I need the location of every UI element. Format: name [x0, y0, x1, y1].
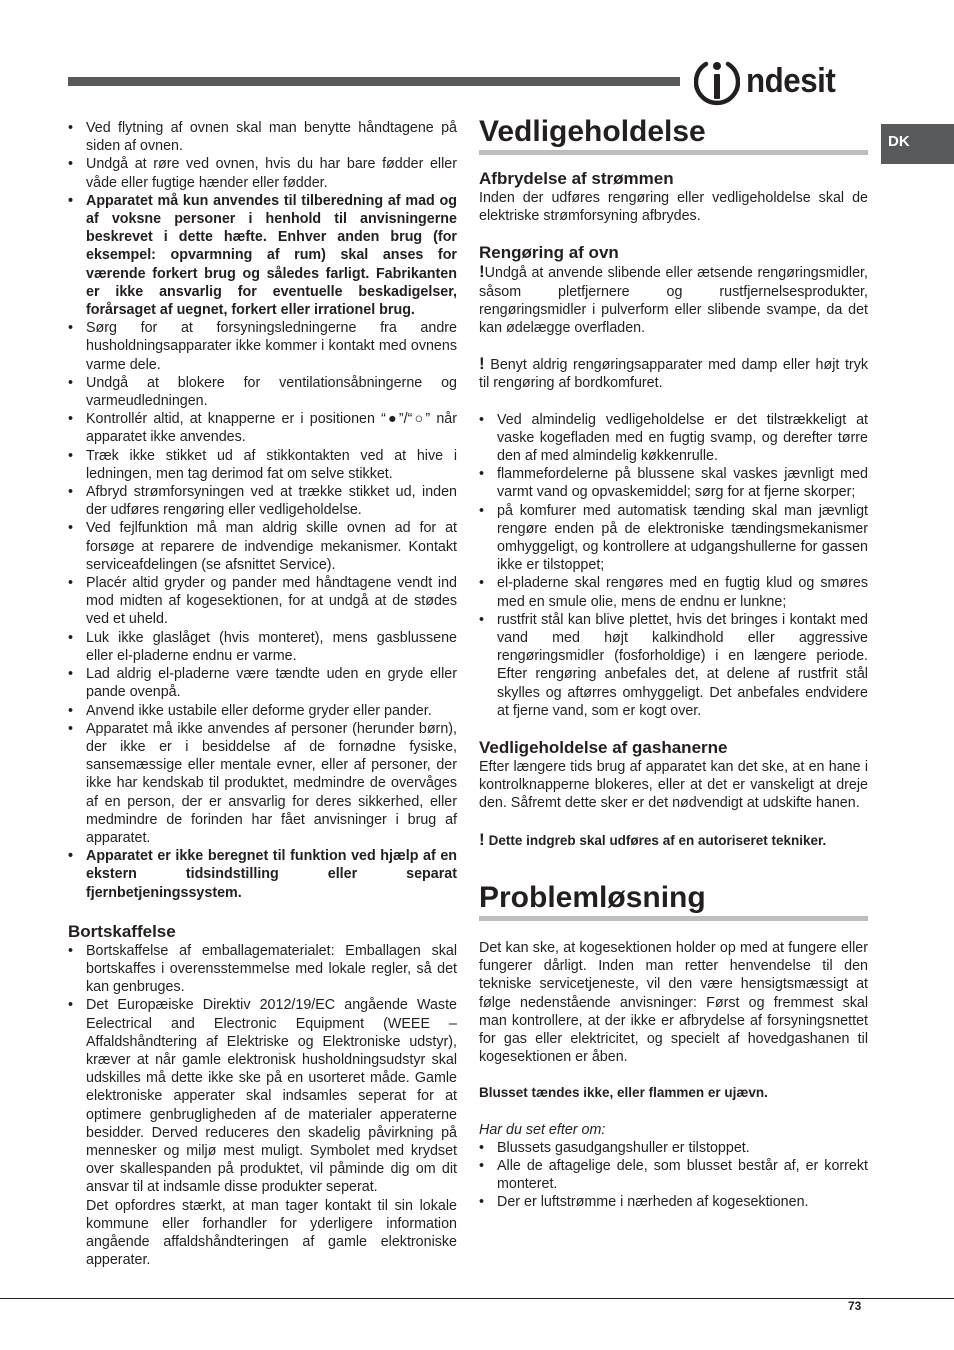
language-tab: DK — [881, 124, 954, 164]
gas-text: Efter længere tids brug af apparatet kan det ske, at en hane i kontrolknapperne blokeres, eller at det er vanskeligt at dreje den. Såfremt dette sker er det nødvendigt at udskifte hanen. — [479, 759, 868, 812]
problem-check: Har du set efter om: — [479, 1121, 606, 1138]
page-number: 73 — [848, 1299, 862, 1313]
list-item: • rustfrit stål kan blive plettet, hvis det bringes i kontakt med vand med højt kalkindhold eller aggressive rengøringsmidler (fosforholdige) i en længere periode. Efter rengøring anbefales det, at delene af rustfrit stål skylles og aftørres omhyggeligt. Det anbefales endvidere at fjerne vand, som er kogt over. — [479, 611, 868, 720]
list-item: • flammefordelerne på blussene skal vaskes jævnligt med varmt vand og opvaskemiddel; sørg for at fjerne skorper; — [479, 465, 868, 501]
safety-list — [68, 119, 457, 902]
disposal-list — [68, 942, 457, 1197]
warning-paragraph-2 — [479, 355, 868, 392]
power-heading: Afbrydelse af strømmen — [479, 169, 674, 188]
list-item: • Placér altid gryder og pander med håndtagene vendt ind mod midten af kogesektionen, for at undgå at de stødes ved et uheld. — [68, 574, 457, 629]
disposal-heading: Bortskaffelse — [68, 921, 176, 941]
list-item: • Apparatet er ikke beregnet til funktion ved hjælp af en ekstern tidsindstilling eller separat fjernbetjeningssystem. — [68, 847, 457, 902]
list-item: • Det Europæiske Direktiv 2012/19/EC angående Waste Eelectrical and Electronic Equipment (WEEE – Affaldshåndtering af Elektriske og Elektroniske udstyr), kræver at når gamle elektronisk husholdningsudstyr skal udskilles må dette ikke ske på en usorteret måde. Gamle elektroniske apperater skal indsamles seperat for at optimere genbrugligheden af de materialer apperaterne besidder. Derved reduceres den skadelig påvirkning på mennesker og miljø mest muligt. Symbolet med krydset over skallespanden på produktet, vil påminde dig om dit ansvar til at indsamle disse produkter seperat. — [68, 996, 457, 1196]
list-item: • Afbryd strømforsyningen ved at trække stikket ud, inden der udføres rengøring eller vedligeholdelse. — [68, 483, 457, 519]
list-item: • el-pladerne skal rengøres med en fugtig klud og smøres med en smule olie, mens de endnu er lunkne; — [479, 574, 868, 610]
list-item: • Der er luftstrømme i nærheden af kogesektionen. — [479, 1193, 868, 1211]
left-column — [68, 119, 457, 1269]
warning-icon: ! — [479, 354, 485, 374]
problem-list — [479, 1139, 868, 1212]
power-text: Inden der udføres rengøring eller vedligeholdelse skal de elektriske strømforsyning afbrydes. — [479, 190, 868, 225]
indesit-i-logo-icon — [694, 56, 740, 106]
problem-text: Det kan ske, at kogesektionen holder op med at fungere eller fungerer dårligt. Inden man retter henvendelse til den tekniske servicetjeneste, vil den være hensigtsmæssigt at følge nedenstående anvisninger: Først og fremmest skal man kontrollere, at der ikke er afbrydelse af forsyningsnettet for gas eller elektricitet, og specielt af hovedgashanen til kogesektionen er åben. — [479, 939, 868, 1066]
list-item: • Kontrollér altid, at knapperne er i positionen “●”/“○” når apparatet ikke anvendes. — [68, 410, 457, 446]
warning-icon: ! — [479, 262, 485, 282]
section-title-troubleshooting: Problemløsning — [479, 880, 868, 921]
list-item: • på komfurer med automatisk tænding skal man jævnligt rengøre enden på de elektroniske tændingsmekanismer omhyggeligt, og kontrollere at udgangshullerne for gassen ikke er tilstoppet; — [479, 502, 868, 575]
list-item: • Ved almindelig vedligeholdelse er det tilstrækkeligt at vaske kogefladen med en fugtig svamp, og derefter tørre den af med almindelig køkkenrulle. — [479, 411, 868, 466]
warning-text-2: Benyt aldrig rengøringsapparater med damp eller højt tryk til rengøring af bordkomfuret. — [479, 357, 868, 392]
warning-text-1: Undgå at anvende slibende eller ætsende rengøringsmidler, såsom pletfjernere og rustfjernelsesprodukter, rengøringsmidler i pulverform eller slibende svampe, da det kan ødelægge overfladen. — [479, 265, 868, 337]
list-item: • Undgå at blokere for ventilationsåbningerne og varmeudledningen. — [68, 374, 457, 410]
section-title-maintenance: Vedligeholdelse — [479, 114, 868, 155]
footer-rule — [0, 1298, 954, 1299]
list-item: • Ved fejlfunktion må man aldrig skille ovnen ad for at forsøge at reparere de indvendige mekanismer. Kontakt serviceafdelingen (se afsnittet Service). — [68, 519, 457, 574]
list-item: • Anvend ikke ustabile eller deforme gryder eller pander. — [68, 702, 457, 720]
list-item: • Ved flytning af ovnen skal man benytte håndtagene på siden af ovnen. — [68, 119, 457, 155]
problem-bold: Blusset tændes ikke, eller flammen er ujævn. — [479, 1085, 768, 1101]
brand-name: ndesit — [746, 62, 836, 100]
list-item: • Blussets gasudgangshuller er tilstoppet. — [479, 1139, 868, 1157]
list-item: • Apparatet må ikke anvendes af personer (herunder børn), der ikke er i besiddelse af de fornødne fysiske, sansemæssige eller mentale evner, eller af personer, der ikke har kendskab til produktet, medmindre de overvåges af en person, der er ansvarlig for deres sikkerhed, eller medmindre de forinden har fået anvisninger i brug af apparatet. — [68, 720, 457, 847]
clean-heading: Rengøring af ovn — [479, 243, 619, 263]
list-item: • Lad aldrig el-pladerne være tændte uden en gryde eller pande ovenpå. — [68, 665, 457, 701]
header-rule — [68, 77, 680, 86]
list-item: • Apparatet må kun anvendes til tilberedning af mad og af voksne personer i henhold til anvisningerne beskrevet i dette hæfte. Enhver anden brug (for eksempel: opvarmning af rum) skal anses for værende forkert brug og således farligt. Fabrikanten er ikke ansvarlig for eventuelle beskadigelser, forårsaget af uegnet, forkert eller irrationel brug. — [68, 192, 457, 319]
list-item: • Træk ikke stikket ud af stikkontakten ved at hive i ledningen, men tag derimod fat om selve stikket. — [68, 447, 457, 483]
list-item: • Undgå at røre ved ovnen, hvis du har bare fødder eller våde eller fugtige hænder eller fødder. — [68, 155, 457, 191]
right-column — [479, 114, 868, 1212]
gas-warning-text: Dette indgreb skal udføres af en autoriseret tekniker. — [488, 832, 827, 848]
gas-heading: Vedligeholdelse af gashanerne — [479, 738, 728, 758]
clean-list — [479, 411, 868, 720]
gas-warning — [479, 831, 868, 850]
list-item: • Sørg for at forsyningsledningerne fra andre husholdningsapparater ikke kommer i kontakt med ovnens varme dele. — [68, 319, 457, 374]
warning-icon: ! — [479, 829, 485, 849]
list-item: • Luk ikke glaslåget (hvis monteret), mens gasblussene eller el-pladerne endnu er varme. — [68, 629, 457, 665]
list-item: • Alle de aftagelige dele, som blusset består af, er korrekt monteret. — [479, 1157, 868, 1193]
warning-paragraph-1 — [479, 263, 868, 337]
disposal-extra: Det opfordres stærkt, at man tager kontakt til sin lokale kommune eller forhandler for yderligere information angående affaldshåndteringen af gamle elektroniske apperater. — [86, 1197, 457, 1269]
brand-logo — [694, 56, 843, 106]
list-item: • Bortskaffelse af emballagematerialet: Emballagen skal bortskaffes i overensstemmelse med lokale regler, så det kan genbruges. — [68, 942, 457, 997]
